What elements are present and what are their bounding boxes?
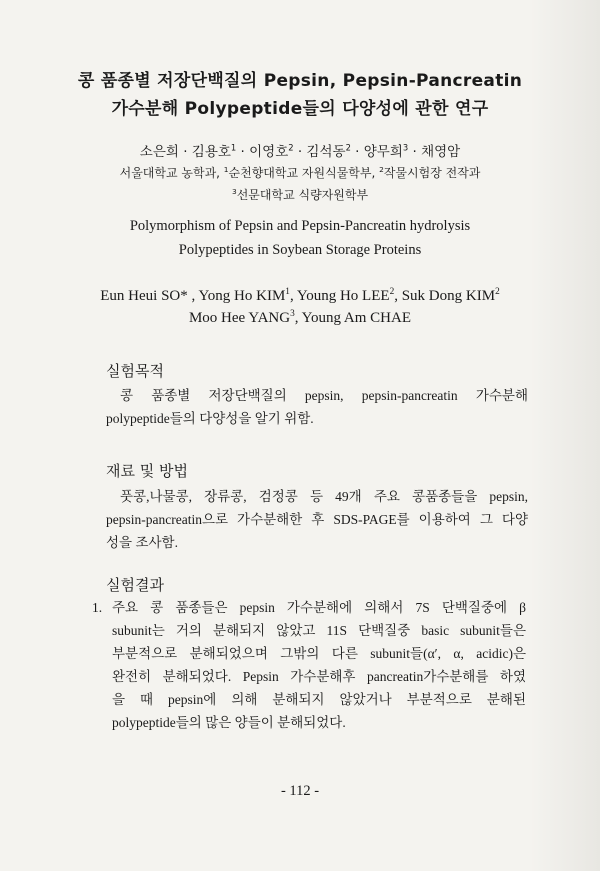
author-kr-1-sup: 1 xyxy=(230,142,237,153)
author-en-sup-2: 2 xyxy=(389,287,395,297)
section-heading-purpose: 실험목적 xyxy=(106,362,164,380)
page-number: - 112 - xyxy=(280,783,320,799)
section-body-purpose xyxy=(106,384,528,430)
results-item-number: 1. xyxy=(92,600,103,615)
author-kr-3: · 김석동 xyxy=(293,144,346,160)
author-kr-4-sup: 3 xyxy=(402,142,409,153)
affil-crop: 작물시험장 전작과 xyxy=(383,166,481,180)
authors-english-line1 xyxy=(20,288,580,305)
section-body-results xyxy=(112,596,526,734)
results-line-1: 주요 콩 품종들은 pepsin 가수분해에 의해서 7S 단백질중에 β xyxy=(112,600,526,615)
purpose-line-1: 콩 품종별 저장단백질의 pepsin, pepsin-pancreatin 가수분해 xyxy=(120,388,528,403)
results-line-2: subunit는 거의 분해되지 않았고 11S 단백질중 basic subunit들은 xyxy=(112,623,526,638)
affil-sup-3: 3 xyxy=(231,187,237,196)
author-kr-2: · 이영호 xyxy=(236,144,289,160)
author-en-3: , Suk Dong KIM xyxy=(394,288,496,304)
author-en-4: Moo Hee YANG xyxy=(188,310,291,326)
title-korean-line1: 콩 품종별 저장단백질의 Pepsin, Pepsin-Pancreatin xyxy=(77,71,523,91)
section-heading-methods: 재료 및 방법 xyxy=(106,462,188,480)
author-en-1: Eun Heui SO* , Yong Ho KIM xyxy=(100,288,286,304)
methods-line-2: pepsin-pancreatin으로 가수분해한 후 SDS-PAGE를 이용하여 그 다양 xyxy=(106,512,528,527)
affil-sup-1: 1 xyxy=(223,165,229,174)
author-kr-3-sup: 2 xyxy=(345,142,351,153)
results-line-4: 완전히 분해되었다. Pepsin 가수분해후 pancreatin가수분해를 하였 xyxy=(112,669,526,684)
author-kr-4: · 양무희 xyxy=(350,144,403,160)
author-en-2: , Young Ho LEE xyxy=(289,288,390,304)
title-english-line2: Polypeptides in Soybean Storage Proteins xyxy=(178,242,422,258)
title-korean-line2: 가수분해 Polypeptide들의 다양성에 관한 연구 xyxy=(111,99,489,119)
results-line-5: 을 때 pepsin에 의해 분해되지 않았거나 부분적으로 분해된 xyxy=(112,692,526,707)
methods-line-3: 성을 조사함. xyxy=(106,535,178,550)
authors-korean xyxy=(20,140,580,160)
title-english-line1: Polymorphism of Pepsin and Pepsin-Pancreatin hydrolysis xyxy=(129,218,471,234)
author-kr-2-sup: 2 xyxy=(288,142,294,153)
author-kr-5: · 채영암 xyxy=(408,144,461,160)
author-en-5: , Young Am CHAE xyxy=(294,310,412,326)
section-body-methods xyxy=(106,485,528,554)
results-line-3: 부분적으로 분해되었으며 그밖의 다른 subunit들(α′, α, acidic)은 xyxy=(112,646,526,661)
author-en-sup-4: 3 xyxy=(290,309,295,319)
affil-snu: 서울대학교 농학과, xyxy=(119,166,224,180)
affil-sunmoon: 선문대학교 식량자원학부 xyxy=(236,188,369,202)
methods-line-1: 풋콩,나물콩, 장류콩, 검정콩 등 49개 주요 콩품종들을 pepsin, xyxy=(120,489,528,504)
author-en-sup-1: 1 xyxy=(285,287,290,297)
affil-sch: 순천향대학교 자원식물학부, xyxy=(228,166,380,180)
section-heading-results: 실험결과 xyxy=(106,576,164,594)
authors-english-line2 xyxy=(20,310,580,327)
scan-bleed-shadow xyxy=(530,0,600,871)
results-line-6: polypeptide들의 많은 양들이 분해되었다. xyxy=(112,715,346,730)
affil-sup-2: 2 xyxy=(379,165,384,174)
affiliation-line2 xyxy=(20,186,580,203)
affiliation-line1 xyxy=(20,164,580,181)
author-kr-1: 소은희 · 김용호 xyxy=(139,144,231,160)
author-en-sup-3: 2 xyxy=(495,287,500,297)
purpose-line-2: polypeptide들의 다양성을 알기 위함. xyxy=(106,411,314,426)
